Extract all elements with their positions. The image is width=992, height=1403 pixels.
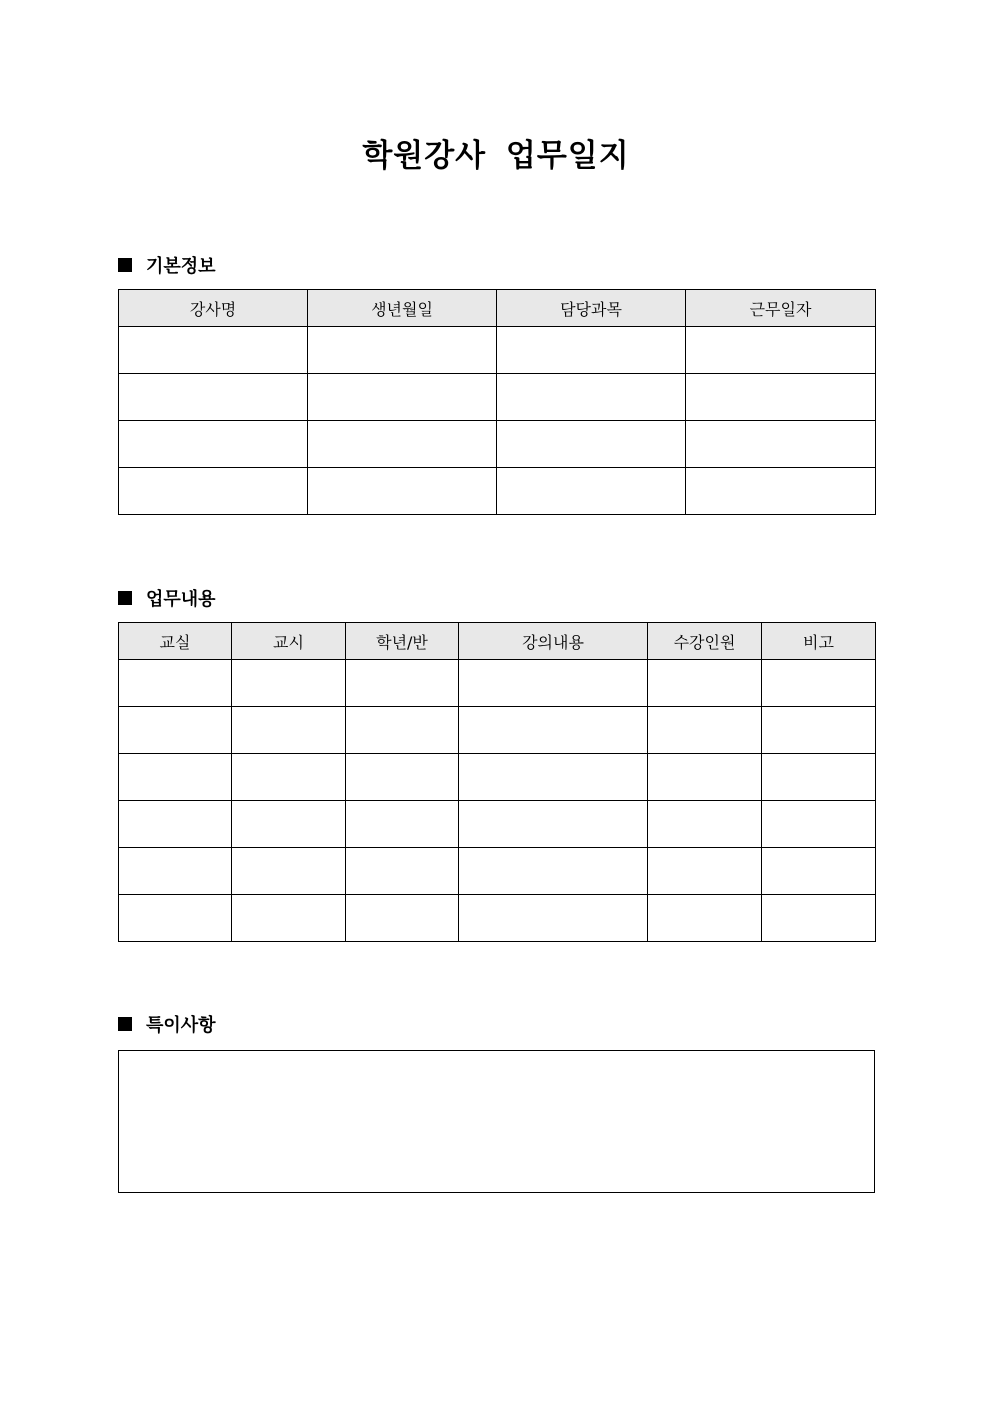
- table-cell[interactable]: [497, 468, 686, 515]
- black-square-icon: [118, 258, 132, 272]
- column-header-instructor-name: 강사명: [119, 290, 308, 327]
- table-cell[interactable]: [119, 327, 308, 374]
- table-cell[interactable]: [119, 848, 232, 895]
- table-header-row: [119, 290, 876, 327]
- table-cell[interactable]: [686, 468, 876, 515]
- column-header-period: 교시: [232, 623, 346, 660]
- table-cell[interactable]: [119, 374, 308, 421]
- section-heading-label: 기본정보: [146, 256, 216, 277]
- table-cell[interactable]: [686, 374, 876, 421]
- table-cell[interactable]: [232, 754, 346, 801]
- table-cell[interactable]: [459, 801, 648, 848]
- section-heading-label: 업무내용: [146, 589, 216, 610]
- table-cell[interactable]: [308, 468, 497, 515]
- black-square-icon: [118, 591, 132, 605]
- column-header-birth-date: 생년월일: [308, 290, 497, 327]
- table-cell[interactable]: [308, 374, 497, 421]
- table-cell[interactable]: [648, 848, 762, 895]
- table-cell[interactable]: [686, 421, 876, 468]
- table-cell[interactable]: [648, 895, 762, 942]
- table-cell[interactable]: [497, 421, 686, 468]
- column-header-work-date: 근무일자: [686, 290, 876, 327]
- page-title: 학원강사 업무일지: [362, 138, 630, 174]
- table-cell[interactable]: [119, 707, 232, 754]
- table-cell[interactable]: [762, 660, 876, 707]
- black-square-icon: [118, 1017, 132, 1031]
- table-cell[interactable]: [686, 327, 876, 374]
- table-cell[interactable]: [459, 754, 648, 801]
- table-cell[interactable]: [497, 374, 686, 421]
- table-cell[interactable]: [232, 660, 346, 707]
- table-row: [119, 421, 876, 468]
- table-row: [119, 754, 876, 801]
- column-header-subject: 담당과목: [497, 290, 686, 327]
- work-content-table: [118, 622, 876, 942]
- table-cell[interactable]: [762, 848, 876, 895]
- table-cell[interactable]: [459, 707, 648, 754]
- table-row: [119, 374, 876, 421]
- table-cell[interactable]: [497, 327, 686, 374]
- table-cell[interactable]: [648, 754, 762, 801]
- column-header-remarks: 비고: [762, 623, 876, 660]
- table-cell[interactable]: [459, 895, 648, 942]
- table-row: [119, 660, 876, 707]
- section-heading-work-content: [118, 585, 216, 611]
- section-heading-label: 특이사항: [146, 1015, 216, 1036]
- table-cell[interactable]: [648, 801, 762, 848]
- table-cell[interactable]: [648, 660, 762, 707]
- section-heading-basic-info: [118, 252, 216, 278]
- table-cell[interactable]: [346, 801, 459, 848]
- table-cell[interactable]: [346, 895, 459, 942]
- table-cell[interactable]: [762, 707, 876, 754]
- table-cell[interactable]: [119, 421, 308, 468]
- column-header-classroom: 교실: [119, 623, 232, 660]
- table-row: [119, 895, 876, 942]
- table-cell[interactable]: [119, 895, 232, 942]
- table-row: [119, 848, 876, 895]
- table-cell[interactable]: [119, 754, 232, 801]
- table-cell[interactable]: [346, 660, 459, 707]
- table-cell[interactable]: [762, 801, 876, 848]
- table-cell[interactable]: [119, 468, 308, 515]
- section-heading-notes: [118, 1011, 216, 1037]
- table-cell[interactable]: [232, 801, 346, 848]
- table-row: [119, 327, 876, 374]
- notes-field[interactable]: [118, 1050, 875, 1193]
- table-row: [119, 801, 876, 848]
- table-cell[interactable]: [346, 754, 459, 801]
- table-cell[interactable]: [346, 848, 459, 895]
- table-cell[interactable]: [119, 660, 232, 707]
- column-header-enrollment: 수강인원: [648, 623, 762, 660]
- table-cell[interactable]: [119, 801, 232, 848]
- table-row: [119, 468, 876, 515]
- table-cell[interactable]: [346, 707, 459, 754]
- table-cell[interactable]: [232, 848, 346, 895]
- table-cell[interactable]: [459, 848, 648, 895]
- column-header-lecture-content: 강의내용: [459, 623, 648, 660]
- table-cell[interactable]: [459, 660, 648, 707]
- table-cell[interactable]: [308, 421, 497, 468]
- table-cell[interactable]: [232, 707, 346, 754]
- column-header-grade-class: 학년/반: [346, 623, 459, 660]
- table-cell[interactable]: [762, 895, 876, 942]
- table-cell[interactable]: [232, 895, 346, 942]
- table-cell[interactable]: [762, 754, 876, 801]
- table-row: [119, 707, 876, 754]
- basic-info-table: [118, 289, 876, 515]
- table-cell[interactable]: [648, 707, 762, 754]
- table-cell[interactable]: [308, 327, 497, 374]
- table-header-row: [119, 623, 876, 660]
